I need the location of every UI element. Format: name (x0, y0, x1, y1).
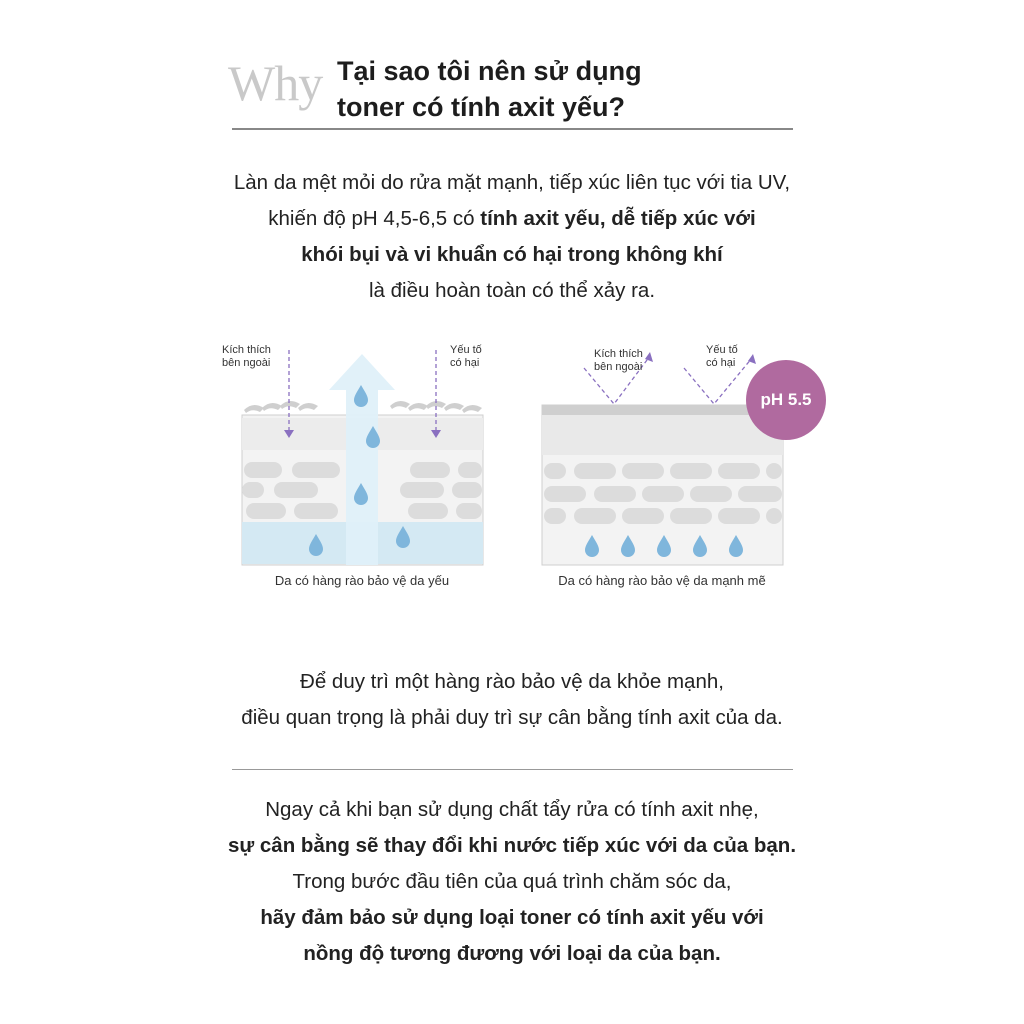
closing-line-2 (0, 828, 1024, 864)
ph-badge: pH 5.5 (746, 360, 826, 440)
weak-barrier-diagram (222, 330, 502, 600)
strong-barrier-diagram (522, 330, 812, 600)
label-harmful-factor-1: Yếu tố (450, 344, 482, 356)
label-harmful-factor (450, 344, 482, 370)
label-external-stimulus-strong-2: bên ngoài (594, 361, 643, 373)
closing-line-2-bold: sự cân bằng sẽ thay đổi khi nước tiếp xúc với da của bạn. (227, 834, 797, 857)
title-line-1: Tại sao tôi nên sử dụng (337, 56, 642, 86)
intro-line-2-bold: tính axit yếu, dễ tiếp xúc với (480, 207, 756, 230)
closing-line-1: Ngay cả khi bạn sử dụng chất tẩy rửa có tính axit nhẹ, (265, 798, 759, 821)
strong-barrier-caption: Da có hàng rào bảo vệ da mạnh mẽ (558, 573, 766, 588)
intro-line-2-normal: khiến độ pH 4,5-6,5 có (268, 207, 481, 230)
intro-line-1: Làn da mệt mỏi do rửa mặt mạnh, tiếp xúc liên tục với tia UV, (233, 171, 791, 194)
page-title (337, 53, 642, 125)
middle-paragraph (0, 664, 1024, 736)
section-divider (232, 769, 793, 770)
intro-paragraph (0, 165, 1024, 309)
label-external-stimulus-2: bên ngoài (222, 357, 271, 369)
closing-line-5-bold: nồng độ tương đương với loại da của bạn. (303, 942, 721, 965)
weak-barrier-caption: Da có hàng rào bảo vệ da yếu (274, 573, 450, 588)
strong-barrier-illustration (522, 330, 802, 570)
closing-line-5 (0, 936, 1024, 972)
title-line-2: toner có tính axit yếu? (337, 92, 626, 122)
label-external-stimulus (222, 344, 271, 370)
middle-line-1: Để duy trì một hàng rào bảo vệ da khỏe mạnh, (300, 670, 724, 693)
label-external-stimulus-1: Kích thích (222, 344, 271, 356)
label-harmful-factor-strong-1: Yếu tố (706, 344, 738, 356)
label-external-stimulus-strong-1: Kích thích (594, 348, 643, 360)
why-heading: Why (228, 55, 323, 111)
intro-line-3-bold: khói bụi và vi khuẩn có hại trong không khí (301, 243, 723, 266)
intro-line-2 (0, 201, 1024, 237)
closing-line-3: Trong bước đầu tiên của quá trình chăm sóc da, (292, 870, 732, 893)
title-divider (232, 128, 793, 130)
label-harmful-factor-strong-2: có hại (706, 357, 736, 369)
label-harmful-factor-strong (706, 344, 738, 370)
closing-paragraph (0, 792, 1024, 972)
label-harmful-factor-2: có hại (450, 357, 480, 369)
closing-line-4-bold: hãy đảm bảo sử dụng loại toner có tính axit yếu với (260, 906, 764, 929)
middle-line-2: điều quan trọng là phải duy trì sự cân bằng tính axit của da. (241, 706, 783, 729)
label-external-stimulus-strong (594, 348, 643, 374)
intro-line-3 (0, 237, 1024, 273)
closing-line-4 (0, 900, 1024, 936)
intro-line-4: là điều hoàn toàn có thể xảy ra. (368, 279, 656, 302)
